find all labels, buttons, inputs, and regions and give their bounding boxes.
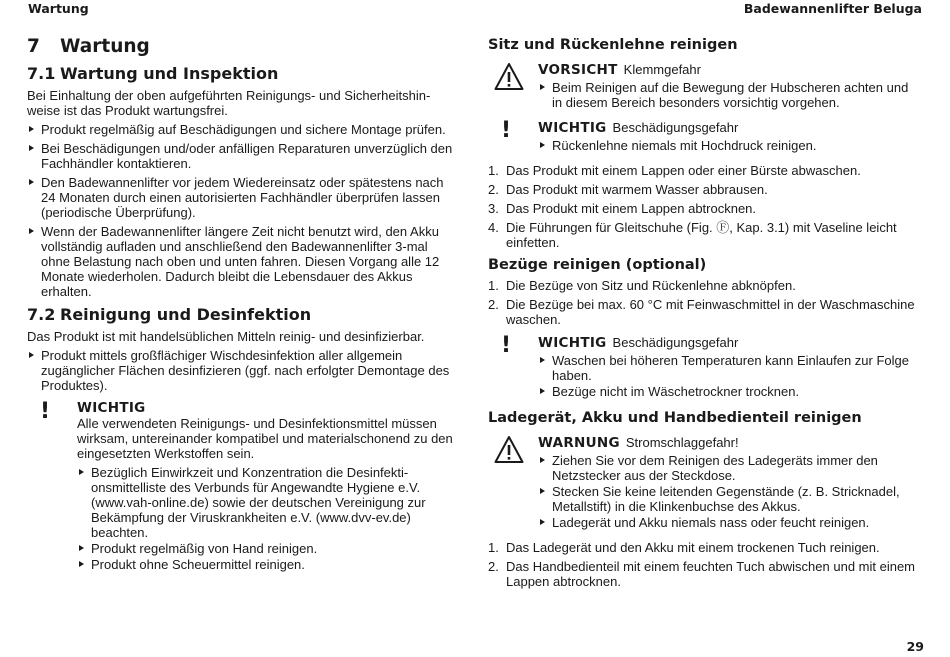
exclamation-icon: ! [501,118,512,143]
list-item: 2. Die Bezüge bei max. 60 °C mit Feinwaschmittel in der Waschmaschine waschen. [488,297,915,327]
chapter-title-text: Wartung [60,36,150,57]
step-text: Das Produkt mit einem Lappen oder einer Bürste abwaschen. [506,163,861,178]
hazard-subject: Klemmgefahr [623,62,701,77]
bullet-list [27,348,457,393]
step-text: Die Bezüge von Sitz und Rückenlehne abknöpfen. [506,278,796,293]
signal-word: WICHTIG [77,400,146,416]
list-item: 1. Das Ladegerät und den Akku mit einem trockenen Tuch reinigen. [488,540,880,555]
section-number: 7.2 [27,305,56,324]
list-item: Bei Beschädigungen und/oder anfälligen Reparaturen unverzüglich den Fachhändler kontaktieren. [27,141,457,171]
bullet-list [27,122,457,299]
list-item: Rückenlehne niemals mit Hochdruck reinigen. [538,138,920,153]
right-column [488,36,920,595]
chapter-number: 7 [27,36,40,57]
intro-paragraph: Bei Einhaltung der oben aufgeführten Reinigungs- und Sicherheitshin-weise ist das Produkt wartungsfrei. [27,88,431,118]
list-item: Stecken Sie keine leitenden Gegenstände (z. B. Stricknadel, Metallstift) in die Klinkenbuchse des Akkus. [538,484,920,514]
step-text: Die Bezüge bei max. 60 °C mit Feinwaschmittel in der Waschmaschine waschen. [506,297,915,327]
notice-text: Alle verwendeten Reinigungs- und Desinfektionsmittel müssen wirksam, untereinander kompatibel und materialschonend zu den eingesetzten Werkstoffen sein. [77,416,453,461]
page-number: 29 [906,639,924,654]
list-item: Beim Reinigen auf die Bewegung der Hubscheren achten und in diesem Bereich besonders vorsichtig vorgehen. [538,80,920,110]
important-notice [488,120,920,153]
important-notice [488,335,920,399]
notice-bullets [538,80,920,110]
signal-word: WARNUNG [538,435,620,451]
hazard-subject: Beschädigungsgefahr [612,120,739,135]
list-item: 2. Das Produkt mit warmem Wasser abbrausen. [488,182,768,197]
step-text: Das Handbedienteil mit einem feuchten Tuch abwischen und mit einem Lappen abtrocknen. [506,559,916,589]
list-item: Ziehen Sie vor dem Reinigen des Ladegeräts immer den Netzstecker aus der Steckdose. [538,453,920,483]
signal-word: VORSICHT [538,62,618,78]
warning-notice [488,435,920,530]
list-item: Ladegerät und Akku niemals nass oder feucht reinigen. [538,515,920,530]
running-header-left: Wartung [28,1,89,16]
section-title-text: Wartung und Inspektion [60,64,279,83]
warning-triangle-icon [494,435,524,465]
exclamation-icon: ! [40,399,51,424]
list-item: Produkt regelmäßig von Hand reinigen. [77,541,457,556]
hazard-subject: Stromschlaggefahr! [625,435,739,450]
intro-paragraph: Das Produkt ist mit handelsüblichen Mitteln reinig- und desinfizierbar. [27,329,425,344]
important-notice [27,401,457,572]
section-title-7-1 [27,64,457,84]
list-item: Den Badewannenlifter vor jedem Wiedereinsatz oder spätestens nach 24 Monaten durch einen autorisierten Fachhändler überprüfen lassen (periodische Überprüfung). [27,175,457,220]
notice-bullets [538,353,920,399]
list-item: Produkt regelmäßig auf Beschädigungen und sichere Montage prüfen. [27,122,457,137]
numbered-steps [488,540,920,589]
caution-notice [488,62,920,110]
list-item: 3. Das Produkt mit einem Lappen abtrocknen. [488,201,757,216]
left-column [27,36,457,582]
list-item: Produkt mittels großflächiger Wischdesinfektion aller allgemein zugänglicher Flächen desinfizieren (ggf. nach erfolgter Demontage des Produktes). [27,348,457,393]
exclamation-icon: ! [501,333,512,358]
list-item: 1. Das Produkt mit einem Lappen oder einer Bürste abwaschen. [488,163,861,178]
list-item: Bezüge nicht im Wäschetrockner trocknen. [538,384,920,399]
section-title-text: Reinigung und Desinfektion [60,305,312,324]
section-number: 7.1 [27,64,56,83]
list-item: Wenn der Badewannenlifter längere Zeit nicht benutzt wird, den Akku vollständig aufladen und anschließend den Badewannenlifter 3-mal ohne Belastung nach oben und unten fahren. Diesen Vorgang alle 12 Monate wiederholen. Dadurch bleibt die Lebensdauer des Akkus erhalten. [27,224,457,299]
list-item: Produkt ohne Scheuermittel reinigen. [77,557,457,572]
list-item: 1. Die Bezüge von Sitz und Rückenlehne abknöpfen. [488,278,796,293]
subsection-title-seat: Sitz und Rückenlehne reinigen [488,37,738,53]
notice-bullets [77,465,457,572]
section-title-7-2 [27,305,457,325]
numbered-steps [488,278,920,327]
chapter-title [27,36,457,58]
step-text: Die Führungen für Gleitschuhe (Fig. Ⓕ, Kap. 3.1) mit Vaseline leicht einfetten. [506,220,897,250]
list-item: Bezüglich Einwirkzeit und Konzentration die Desinfekti-onsmittelliste des Verbunds für Angewandte Hygiene e.V. (www.vah-online.de) sowie der deutschen Vereinigung zur Bekämpfung der Viruskrankheiten e.V. (www.dvv-ev.de) beachten. [77,465,457,540]
step-text: Das Produkt mit warmem Wasser abbrausen. [506,182,768,197]
notice-bullets [538,138,920,153]
running-header-right: Badewannenlifter Beluga [743,1,922,16]
signal-word: WICHTIG [538,335,607,351]
step-text: Das Produkt mit einem Lappen abtrocknen. [506,201,757,216]
warning-triangle-icon [494,62,524,92]
subsection-title-charger: Ladegerät, Akku und Handbedienteil reinigen [488,410,862,426]
subsection-title-covers: Bezüge reinigen (optional) [488,257,707,273]
list-item: 2. Das Handbedienteil mit einem feuchten Tuch abwischen und mit einem Lappen abtrocknen. [488,559,916,589]
list-item: Waschen bei höheren Temperaturen kann Einlaufen zur Folge haben. [538,353,920,383]
list-item: 4. Die Führungen für Gleitschuhe (Fig. Ⓕ, Kap. 3.1) mit Vaseline leicht einfetten. [488,220,897,250]
hazard-subject: Beschädigungsgefahr [612,335,739,350]
step-text: Das Ladegerät und den Akku mit einem trockenen Tuch reinigen. [506,540,880,555]
signal-word: WICHTIG [538,120,607,136]
numbered-steps [488,163,920,250]
notice-bullets [538,453,920,530]
